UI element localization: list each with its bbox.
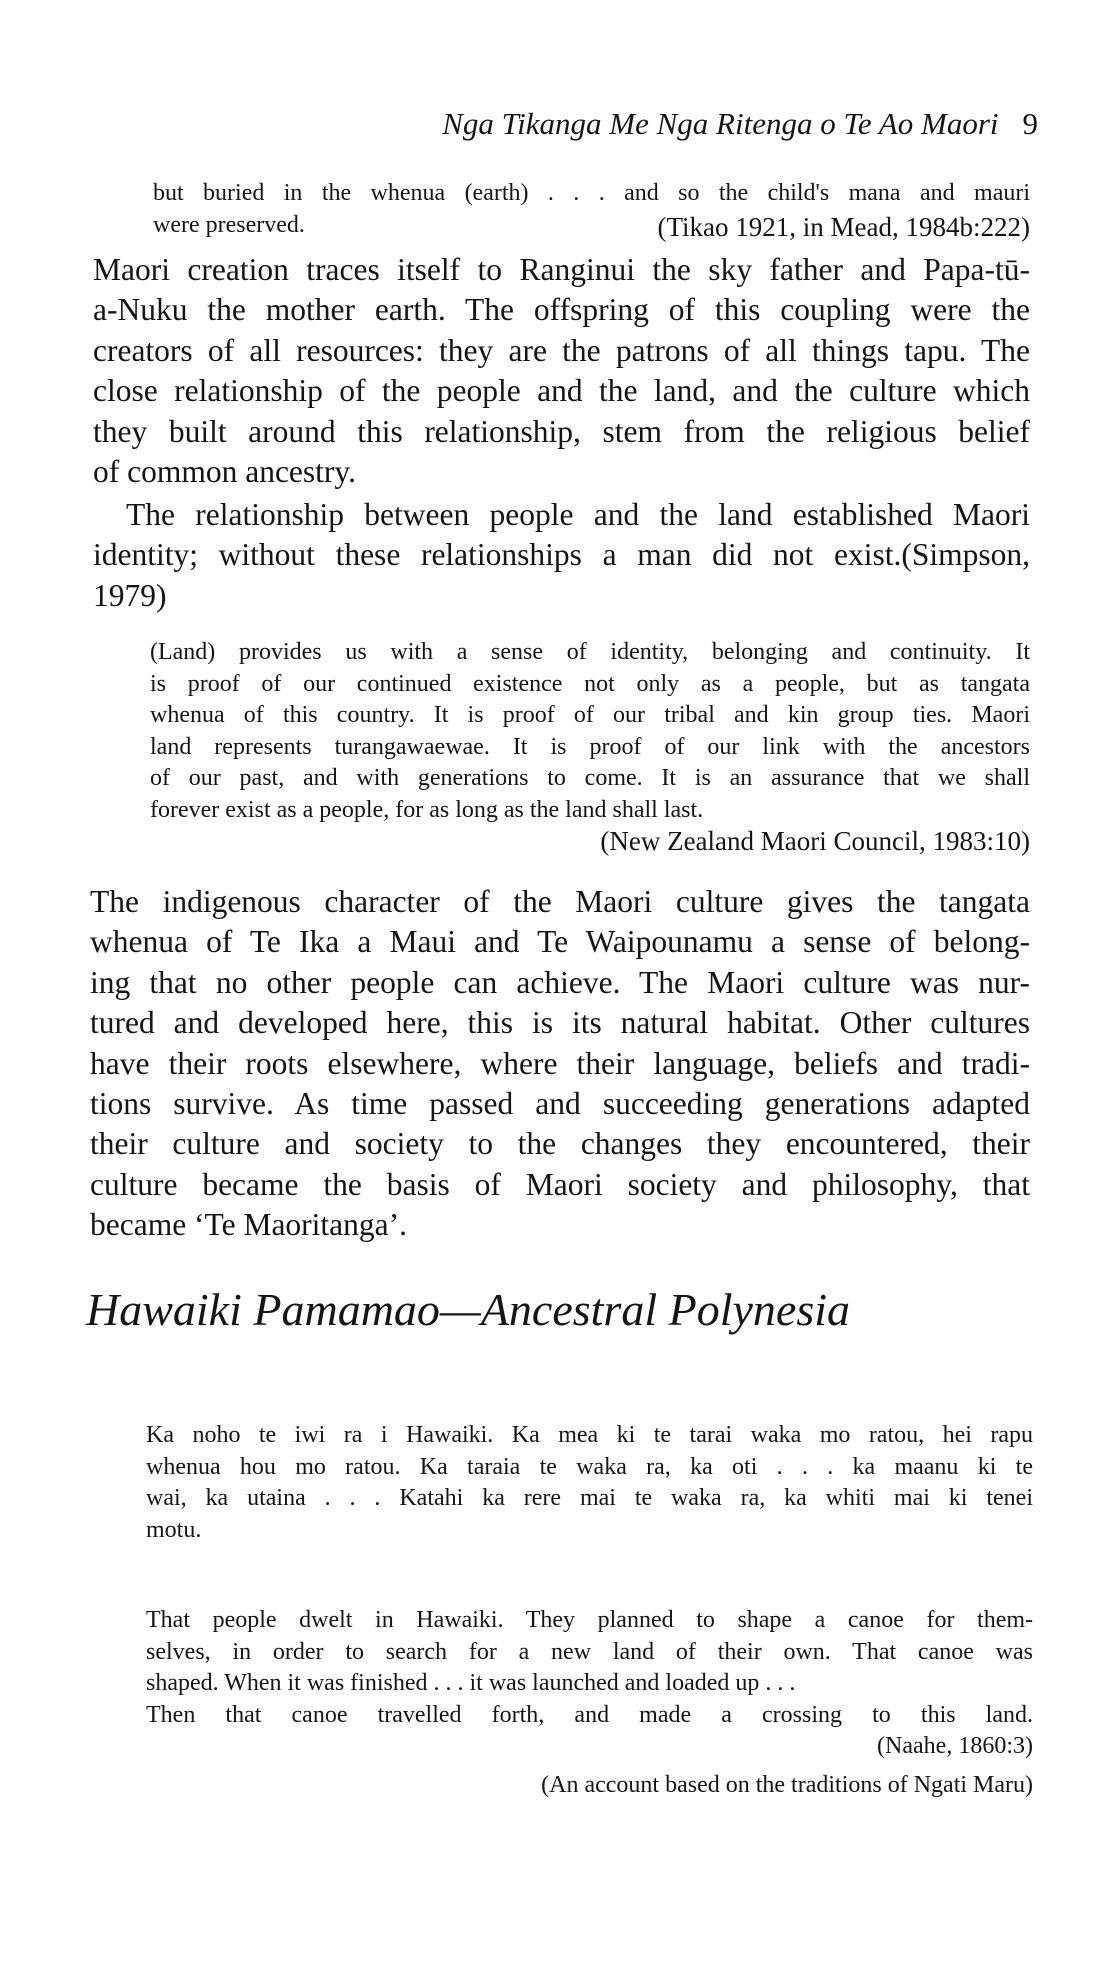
paragraph-line: Maori creation traces itself to Ranginui the sky father and Papa-tū- xyxy=(93,252,1030,287)
paragraph-line: creators of all resources: they are the patrons of all things tapu. The xyxy=(93,332,1030,368)
quote-line: forever exist as a people, for as long as the land shall last. xyxy=(150,796,704,823)
paragraph-indigenous xyxy=(90,882,1030,1246)
section-heading: Hawaiki Pamamao—Ancestral Polynesia xyxy=(86,1284,851,1335)
quote-line: of our past, and with generations to come. It is an assurance that we shall xyxy=(150,765,1030,791)
paragraph-creation xyxy=(93,250,1030,492)
quote-line: whenua of this country. It is proof of our tribal and kin group ties. Maori xyxy=(150,702,1030,728)
quote-maori-text xyxy=(146,1420,1033,1546)
paragraph-line: identity; without these relationships a man did not exist.(Simpson, xyxy=(93,537,1030,573)
quote-tikao xyxy=(153,178,1030,241)
quote-citation: (New Zealand Maori Council, 1983:10) xyxy=(600,826,1030,856)
paragraph-line: 1979) xyxy=(93,577,167,613)
paragraph-line: a-Nuku the mother earth. The offspring of this coupling were the xyxy=(93,292,1030,328)
quote-citation: (Tikao 1921, in Mead, 1984b:222) xyxy=(657,211,1030,242)
quote-line: That people dwelt in Hawaiki. They planned to shape a canoe for them- xyxy=(146,1607,1033,1633)
quote-translation xyxy=(146,1605,1033,1801)
paragraph-line: culture became the basis of Maori society and philosophy, that xyxy=(90,1166,1030,1202)
paragraph-line: The relationship between people and the land established Maori xyxy=(126,497,1030,532)
paragraph-line: have their roots elsewhere, where their language, beliefs and tradi- xyxy=(90,1045,1030,1081)
quote-line: were preserved. xyxy=(153,211,305,238)
paragraph-line: The indigenous character of the Maori culture gives the tangata xyxy=(90,884,1030,919)
paragraph-line: tions survive. As time passed and succeeding generations adapted xyxy=(90,1085,1030,1121)
paragraph-line: ing that no other people can achieve. The Maori culture was nur- xyxy=(90,964,1030,1000)
quote-source-note: (An account based on the traditions of Ngati Maru) xyxy=(541,1771,1033,1798)
quote-line: Ka noho te iwi ra i Hawaiki. Ka mea ki te tarai waka mo ratou, hei rapu xyxy=(146,1422,1033,1448)
page-number: 9 xyxy=(1022,106,1038,141)
paragraph-line: their culture and society to the changes they encountered, their xyxy=(90,1126,1030,1162)
quote-line: whenua hou mo ratou. Ka taraia te waka ra, ka oti . . . ka maanu ki te xyxy=(146,1453,1033,1480)
quote-line: selves, in order to search for a new land of their own. That canoe was xyxy=(146,1638,1033,1665)
quote-council xyxy=(150,637,1030,858)
quote-line: motu. xyxy=(146,1516,202,1543)
running-title: Nga Tikanga Me Nga Ritenga o Te Ao Maori xyxy=(442,106,999,141)
paragraph-line: became ‘Te Maoritanga’. xyxy=(90,1207,407,1243)
paragraph-line: close relationship of the people and the land, and the culture which xyxy=(93,373,1030,409)
paragraph-line: of common ancestry. xyxy=(93,453,356,489)
quote-line: is proof of our continued existence not only as a people, but as tangata xyxy=(150,670,1030,697)
quote-line: Then that canoe travelled forth, and made a crossing to this land. xyxy=(146,1701,1033,1728)
paragraph-identity xyxy=(93,495,1030,616)
quote-line: (Land) provides us with a sense of identity, belonging and continuity. It xyxy=(150,639,1030,665)
quote-line: but buried in the whenua (earth) . . . and so the child's mana and mauri xyxy=(153,180,1030,206)
quote-citation: (Naahe, 1860:3) xyxy=(877,1733,1033,1759)
paragraph-line: tured and developed here, this is its natural habitat. Other cultures xyxy=(90,1005,1030,1041)
quote-line: shaped. When it was finished . . . it was launched and loaded up . . . xyxy=(146,1670,796,1696)
running-header xyxy=(200,106,1038,142)
paragraph-line: they built around this relationship, stem from the religious belief xyxy=(93,413,1030,449)
quote-line: land represents turangawaewae. It is proof of our link with the ancestors xyxy=(150,733,1030,760)
paragraph-line: whenua of Te Ika a Maui and Te Waipounamu a sense of belong- xyxy=(90,924,1030,960)
quote-line: wai, ka utaina . . . Katahi ka rere mai te waka ra, ka whiti mai ki tenei xyxy=(146,1485,1033,1511)
